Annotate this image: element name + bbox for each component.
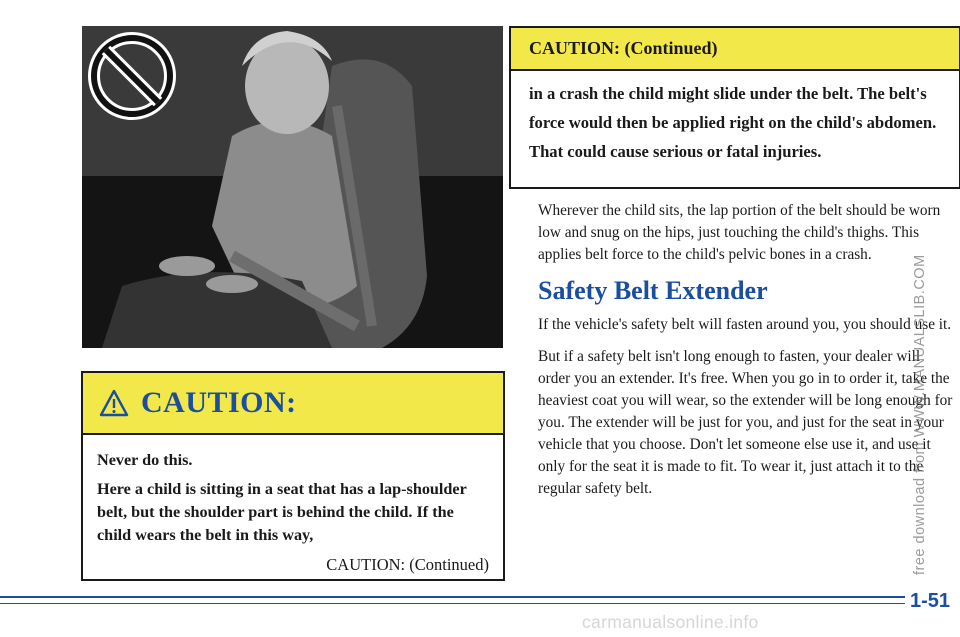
caution-continued-body <box>511 71 959 166</box>
caution-body <box>83 435 503 576</box>
main-content <box>538 200 953 500</box>
photo-illustration <box>82 26 503 348</box>
caution-title: CAUTION: <box>141 386 297 419</box>
caution-box-continued <box>509 26 960 189</box>
paragraph-use-belt: If the vehicle's safety belt will fasten around you, you should use it. <box>538 316 952 333</box>
caution-continued-header <box>511 28 959 71</box>
caution-continued-text: in a crash the child might slide under the belt. The belt's force would then be applied right on the child's abdomen. That could cause serious or fatal injuries. <box>529 84 937 161</box>
caution-box-left <box>81 371 505 581</box>
watermark-bottom: carmanualsonline.info <box>582 612 759 632</box>
caution-continued-label: CAUTION: (Continued) <box>326 555 489 574</box>
caution-paragraph: Here a child is sitting in a seat that has a lap-shoulder belt, but the shoulder part is behind the child. If the child wears the belt in this way, <box>97 480 467 544</box>
child-seatbelt-photo <box>82 26 503 348</box>
footer-rule <box>0 596 905 598</box>
page-number: 1-51 <box>910 590 951 612</box>
paragraph-extender: But if a safety belt isn't long enough to fasten, your dealer will order you an extender. It's free. When you go in to order it, take the heaviest coat you will wear, so the extender will be long enough for you. The extender will be just for you, and just for the seat in your vehicle that you choose. Don't let someone else use it, and use it only for the seat it is made to fit. To wear it, just attach it to the regular safety belt. <box>538 348 953 497</box>
warning-triangle-icon <box>99 389 129 417</box>
paragraph-lap-belt: Wherever the child sits, the lap portion of the belt should be worn low and snug on the hips, just touching the child's thighs. This applies belt force to the child's pelvic bones in a crash. <box>538 202 941 263</box>
caution-paragraph: Never do this. <box>97 451 193 469</box>
caution-header <box>83 373 503 435</box>
watermark-side: free download from WWW.MANUALSLIB.COM <box>912 254 928 575</box>
section-heading: Safety Belt Extender <box>538 276 768 305</box>
footer-rule-thin <box>0 603 905 604</box>
caution-continued-title: CAUTION: (Continued) <box>529 38 718 58</box>
